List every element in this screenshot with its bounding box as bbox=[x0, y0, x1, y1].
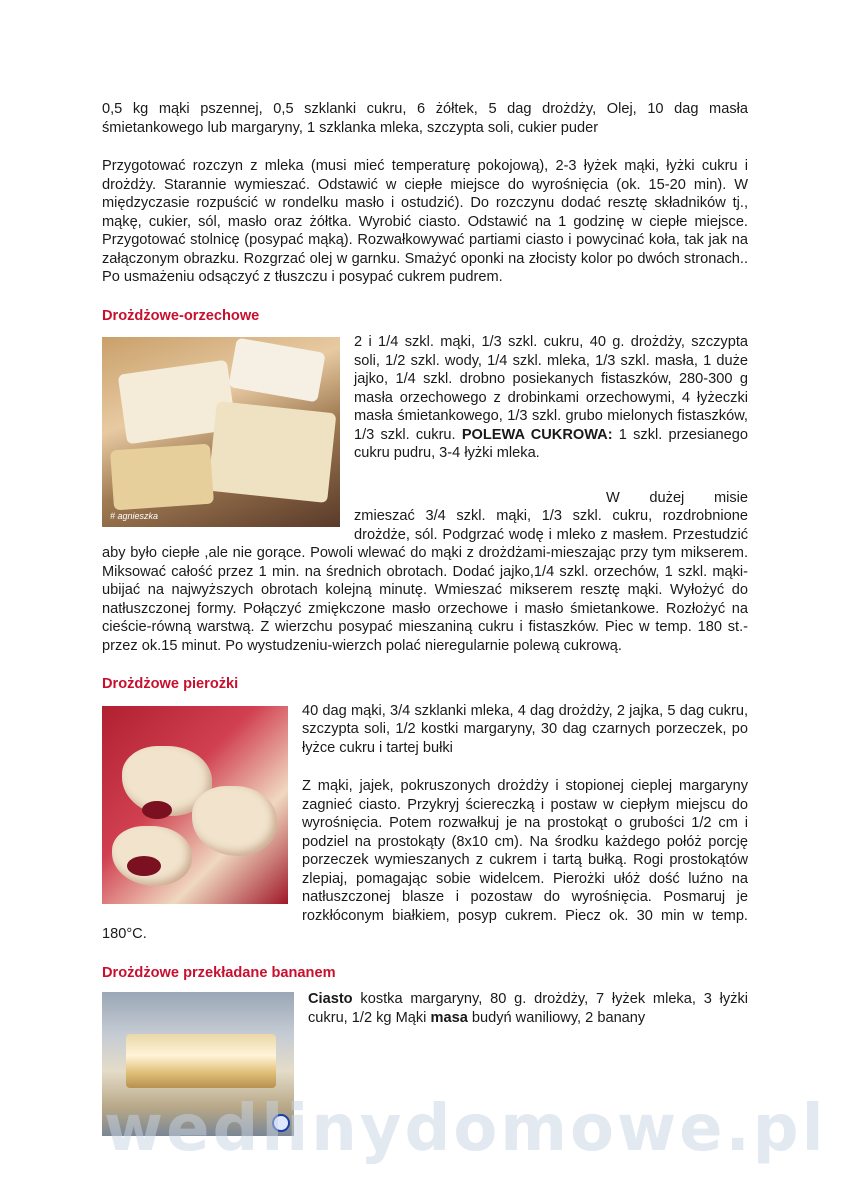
nut-pastry-photo bbox=[102, 337, 340, 527]
intro-ingredients: 0,5 kg mąki pszennej, 0,5 szklanki cukru, 6 żółtek, 5 dag drożdży, Olej, 10 dag masła śmietankowego lub margaryny, 1 szklanka mleka, szczypta soli, cukier puder bbox=[102, 101, 748, 136]
recipe3-title: Drożdżowe przekładane bananem bbox=[102, 964, 336, 981]
recipe1-ingredients: 2 i 1/4 szkl. mąki, 1/3 szkl. cukru, 40 g. drożdży, szczypta soli, 1/2 szkl. wody, 1/4 szkl. mleka, 1/3 szkl. masła, 1 duże jajko, 1/4 szkl. drobno posiekanych fistaszków, 280-300 g masła orzechowego z drobinkami orzechowymi, 4 łyżeczki masła śmietankowego, 1/3 szkl. grubo mielonych fistaszków, 1/3 szkl. cukru. POLEWA CUKROWA: 1 szkl. przesianego cukru pudru, 3-4 łyżki mleka. bbox=[354, 334, 748, 461]
recipe2-method: Z mąki, jajek, pokruszonych drożdży i stopionej cieplej margaryny zagnieć ciasto. Przykryj ściereczką i postaw w ciepłym miejscu do wyrośnięcia. Potem rozwałkuj je na prostokąt o grubości 1/2 cm i podziel na prostokąty (8x10 cm). Na środku każdego połóż porcję porzeczek wymieszanych z cukrem i tartą bułką. Rogi prostokątów zlepiaj, pomagając sobie widelcem. Pierożki ułóż dość luźno na natłuszczonej blasze i pozostaw do wyrośnięcia. Posmaruj je rozkłóconym białkiem, posyp cukrem. Piecz ok. 30 min w temp. 180°C. bbox=[102, 778, 748, 942]
intro-method: Przygotować rozczyn z mleka (musi mieć temperaturę pokojową), 2-3 łyżek mąki, łyżki cukru i drożdży. Starannie wymieszać. Odstawić w ciepłe miejsce do wyrośnięcia (ok. 15-20 min). W międzyczasie rozpuścić w rondelku masło i ostudzić). Do rozczynu dodać resztę składników tj., mąkę, cukier, sól, masło oraz żółtka. Wyrobić ciasto. Odstawić na 1 godzinę w ciepłe miejsce. Przygotować stolnicę (posypać mąką). Rozwałkowywać partiami ciasto i powycinać koła, tak jak na załączonym obrazku. Rozgrzać olej w garnku. Smażyć oponki na złocisty kolor po dwóch stronach.. Po usmażeniu odsączyć z tłuszczu i posypać cukrem pudrem. bbox=[102, 158, 748, 285]
photo-watermark: # agnieszka bbox=[110, 511, 159, 521]
recipe3-ingredients: Ciasto kostka margaryny, 80 g. drożdży, 7 łyżek mleka, 3 łyżki cukru, 1/2 kg Mąki masa budyń waniliowy, 2 banany bbox=[308, 991, 748, 1026]
recipe1-method: W dużej misie zmieszać 3/4 szkl. mąki, 1/3 szkl. cukru, rozdrobnione drożdże, sól. Podgrzać wodę i mleko z masłem. Przestudzić aby było ciepłe ,ale nie gorące. Powoli wlewać do mąki z drożdżami-mieszając przy tym mikserem. Miksować całość przez 1 min. na średnich obrotach. Dodać jajko,1/4 szkl. orzechów, 1 szkl. mąki- ubijać na najwyższych obrotach kolejną minutę. Wmieszać mikserem resztę mąki. Wyłożyć do natłuszczonej formy. Połączyć zmiękczone masło orzechowe i masło śmietankowe. Rozłożyć na cieście-równą warstwą. Z wierzchu posypać mieszaniną cukru i fistaszków. Piec w temp. 180 st.-przez ok.15 minut. Po wystudzeniu-wierzch polać nieregularnie polewą cukrową. bbox=[102, 489, 748, 654]
recipe2-ingredients: 40 dag mąki, 3/4 szklanki mleka, 4 dag drożdży, 2 jajka, 5 dag cukru, szczypta soli, 1/2 kostki margaryny, 30 dag czarnych porzeczek, po łyżce cukru i tartej bułki bbox=[302, 702, 748, 756]
filling-label: masa bbox=[430, 1009, 468, 1026]
recipe2-title: Drożdżowe pierożki bbox=[102, 676, 239, 692]
recipe1-title: Drożdżowe-orzechowe bbox=[102, 307, 260, 324]
glaze-label: POLEWA CUKROWA: bbox=[461, 426, 613, 443]
dough-label: Ciasto bbox=[308, 991, 353, 1007]
pierogi-photo bbox=[102, 706, 288, 904]
document-page bbox=[102, 100, 748, 1140]
site-watermark: wedlinydomowe.pl bbox=[104, 1092, 827, 1166]
